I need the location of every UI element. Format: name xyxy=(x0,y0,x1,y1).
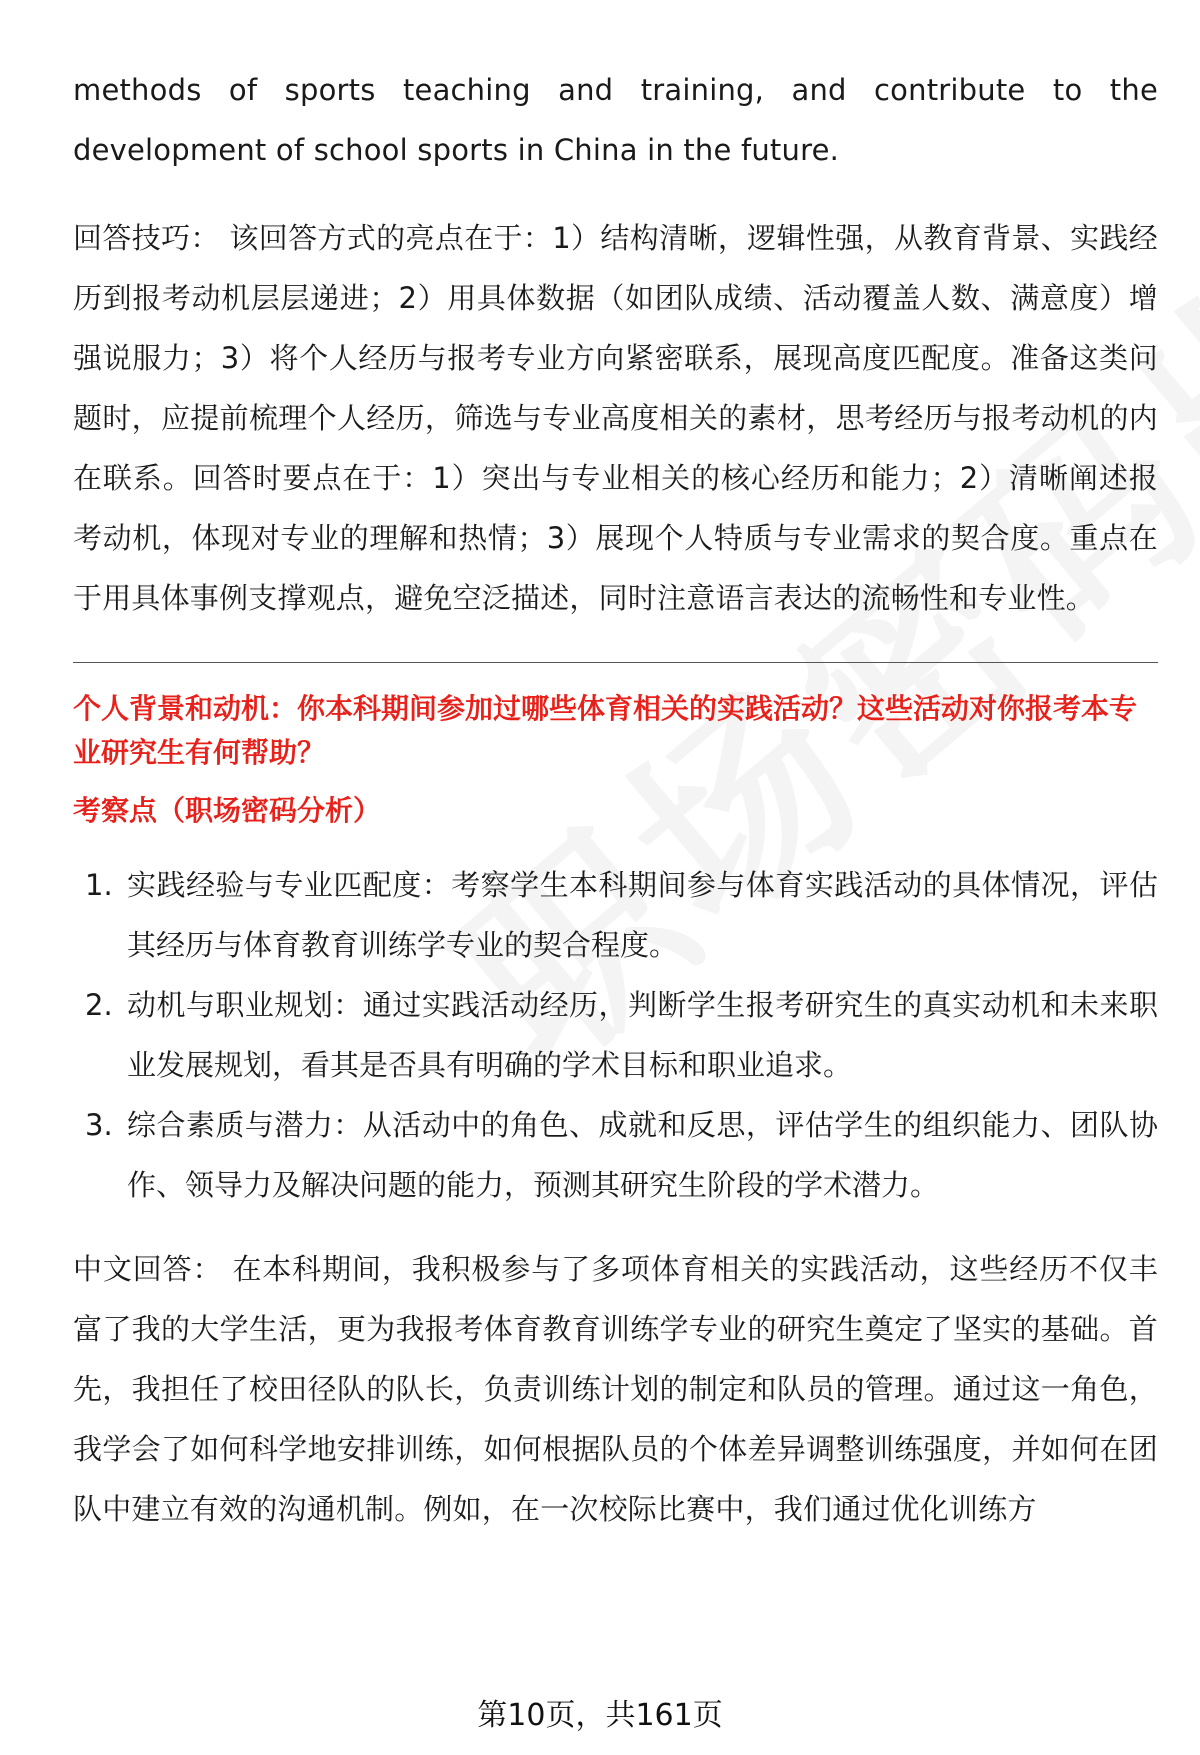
chinese-answer-paragraph xyxy=(73,1239,1158,1539)
page-footer: 第10页，共161页 xyxy=(477,1698,723,1733)
list-number: 3. xyxy=(85,1108,113,1142)
analysis-points-list xyxy=(73,855,1158,1215)
list-number: 1. xyxy=(85,868,113,902)
document-page xyxy=(73,60,1158,1539)
list-item xyxy=(73,1095,1158,1215)
list-item-text: 实践经验与专业匹配度：考察学生本科期间参与体育实践活动的具体情况，评估其经历与体育教育训练学专业的契合程度。 xyxy=(127,868,1158,962)
tips-label: 回答技巧： xyxy=(73,221,220,255)
list-item-text: 综合素质与潜力：从活动中的角色、成就和反思，评估学生的组织能力、团队协作、领导力及解决问题的能力，预测其研究生阶段的学术潜力。 xyxy=(127,1108,1158,1202)
tips-text: 该回答方式的亮点在于：1）结构清晰，逻辑性强，从教育背景、实践经历到报考动机层层递进；2）用具体数据（如团队成绩、活动覆盖人数、满意度）增强说服力；3）将个人经历与报考专业方向紧密联系，展现高度匹配度。准备这类问题时，应提前梳理个人经历，筛选与专业高度相关的素材，思考经历与报考动机的内在联系。回答时要点在于：1）突出与专业相关的核心经历和能力；2）清晰阐述报考动机，体现对专业的理解和热情；3）展现个人特质与专业需求的契合度。重点在于用具体事例支撑观点，避免空泛描述，同时注意语言表达的流畅性和专业性。 xyxy=(73,221,1158,615)
section-divider xyxy=(73,662,1158,663)
list-item-text: 动机与职业规划：通过实践活动经历，判断学生报考研究生的真实动机和未来职业发展规划，看其是否具有明确的学术目标和职业追求。 xyxy=(127,988,1158,1082)
intro-paragraph: methods of sports teaching and training, and contribute to the development of school sports in China in the future. xyxy=(73,73,1158,167)
list-number: 2. xyxy=(85,988,113,1022)
answer-tips-paragraph xyxy=(73,208,1158,628)
analysis-subheading: 考察点（职场密码分析） xyxy=(73,794,382,827)
list-item xyxy=(73,855,1158,975)
list-item xyxy=(73,975,1158,1095)
answer-text: 在本科期间，我积极参与了多项体育相关的实践活动，这些经历不仅丰富了我的大学生活，更为我报考体育教育训练学专业的研究生奠定了坚实的基础。首先，我担任了校田径队的队长，负责训练计划的制定和队员的管理。通过这一角色，我学会了如何科学地安排训练，如何根据队员的个体差异调整训练强度，并如何在团队中建立有效的沟通机制。例如，在一次校际比赛中，我们通过优化训练方 xyxy=(73,1252,1159,1526)
question-heading: 个人背景和动机：你本科期间参加过哪些体育相关的实践活动？这些活动对你报考本专业研究生有何帮助？ xyxy=(73,692,1138,769)
answer-label: 中文回答： xyxy=(73,1252,223,1286)
